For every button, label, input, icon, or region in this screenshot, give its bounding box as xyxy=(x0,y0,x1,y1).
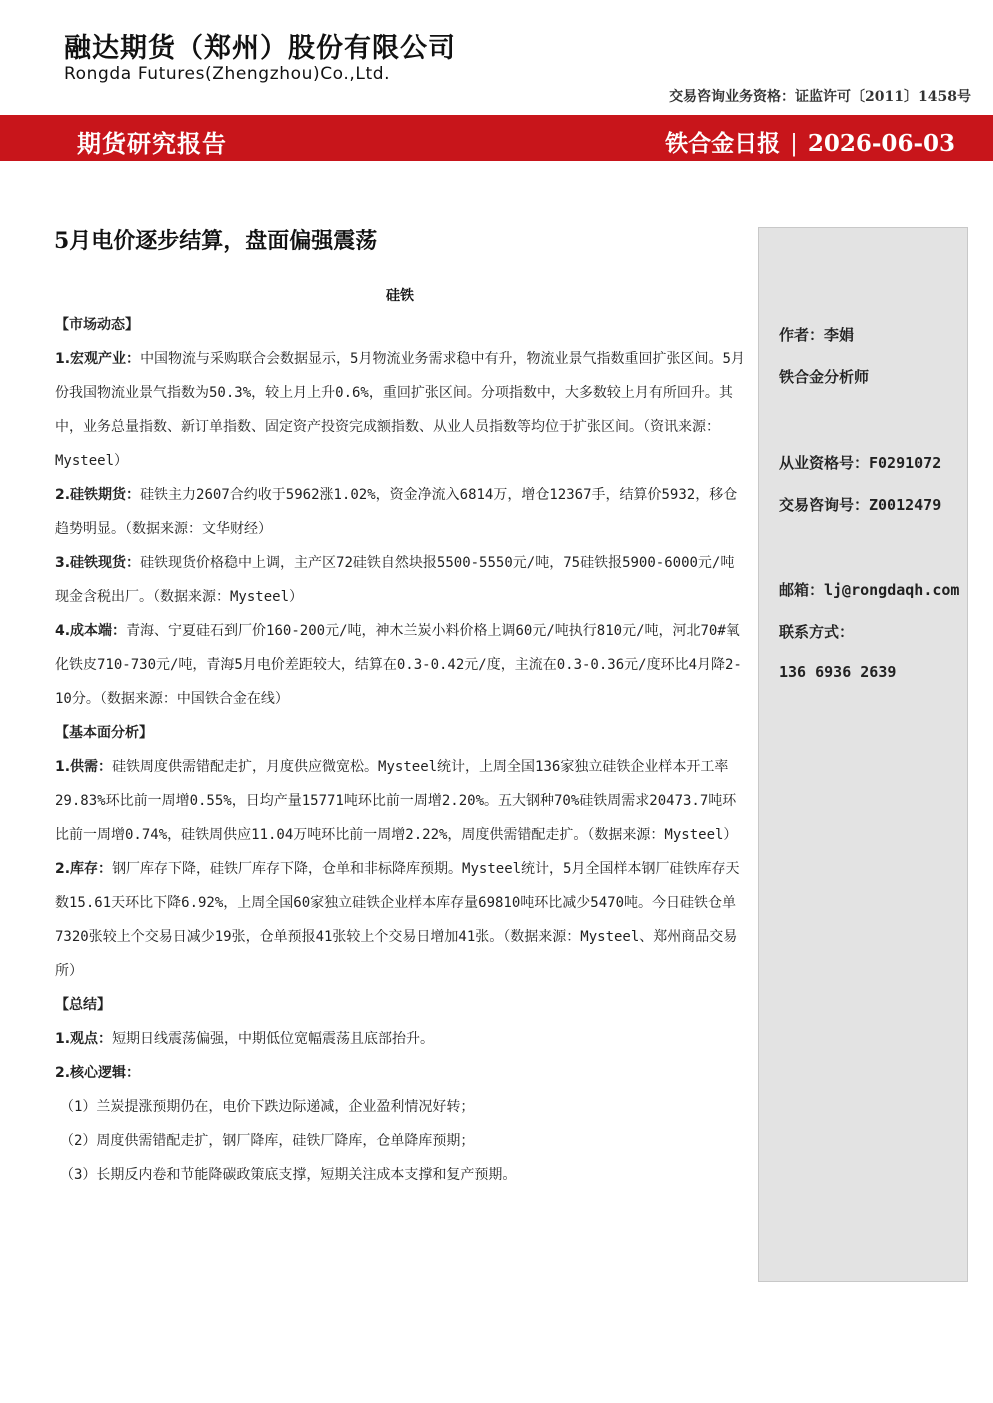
company-name-en: Rongda Futures(Zhengzhou)Co.,Ltd. xyxy=(64,64,391,84)
paragraph xyxy=(55,852,745,988)
item-label: 3.硅铁现货： xyxy=(55,555,141,571)
section-title-summary: 【总结】 xyxy=(55,997,111,1013)
author-title: 铁合金分析师 xyxy=(779,368,870,386)
item-label: 2.核心逻辑： xyxy=(55,1065,141,1081)
report-date: 2026-06-03 xyxy=(807,130,955,157)
item-label: 2.硅铁期货： xyxy=(55,487,141,503)
item-label: 2.库存： xyxy=(55,861,113,877)
paragraph xyxy=(55,750,745,852)
paragraph xyxy=(55,1022,745,1056)
section-title-fundamental: 【基本面分析】 xyxy=(55,725,153,741)
item-label: 4.成本端： xyxy=(55,623,127,639)
subject-title: 硅铁 xyxy=(386,288,414,304)
paragraph xyxy=(55,478,745,546)
headline: 5月电价逐步结算，盘面偏强震荡 xyxy=(54,228,378,254)
license-info: 交易咨询业务资格：证监许可〔2011〕1458号 xyxy=(669,89,971,105)
item-text: 硅铁周度供需错配走扩，月度供应微宽松。Mysteel统计，上周全国136家独立硅铁企业样本开工率29.83%环比前一周增0.55%，日均产量15771吨环比前一周增2.20%。五大钢种70%硅铁周需求20473.7吨环比前一周增0.74%，硅铁周供应11.04万吨环比前一周增2.22%，周度供需错配走扩。（数据来源：Mysteel） xyxy=(55,759,738,843)
qualification-number: 从业资格号：F0291072 xyxy=(779,454,942,472)
paragraph xyxy=(55,614,745,716)
banner-separator: | xyxy=(790,131,798,157)
item-text: 中国物流与采购联合会数据显示，5月物流业务需求稳中有升，物流业景气指数重回扩张区间。5月份我国物流业景气指数为50.3%，较上月上升0.6%，重回扩张区间。分项指数中，大多数较上月有所回升。其中，业务总量指数、新订单指数、固定资产投资完成额指数、从业人员指数等均位于扩张区间。（资讯来源：Mysteel） xyxy=(55,351,745,469)
author-name: 作者：李娟 xyxy=(779,326,855,344)
email: 邮箱：lj@rongdaqh.com xyxy=(779,581,960,599)
list-item: （2）周度供需错配走扩，钢厂降库，硅铁厂降库，仓单降库预期； xyxy=(60,1133,475,1149)
title-banner xyxy=(0,115,993,161)
contact-label: 联系方式： xyxy=(779,623,855,641)
item-text: 硅铁主力2607合约收于5962涨1.02%，资金净流入6814万，增仓12367手，结算价5932，移仓趋势明显。（数据来源：文华财经） xyxy=(55,487,738,537)
list-item: （3）长期反内卷和节能降碳政策底支撑，短期关注成本支撑和复产预期。 xyxy=(60,1167,517,1183)
report-category: 期货研究报告 xyxy=(77,129,227,158)
item-text: 青海、宁夏硅石到厂价160-200元/吨，神木兰炭小料价格上调60元/吨执行810元/吨，河北70#氧化铁皮710-730元/吨，青海5月电价差距较大，结算在0.3-0.42元/度，主流在0.3-0.36元/度环比4月降2-10分。（数据来源：中国铁合金在线） xyxy=(55,623,742,707)
paragraph xyxy=(55,546,745,614)
company-name-cn: 融达期货（郑州）股份有限公司 xyxy=(64,33,456,64)
item-text: 硅铁现货价格稳中上调，主产区72硅铁自然块报5500-5550元/吨，75硅铁报5900-6000元/吨现金含税出厂。（数据来源：Mysteel） xyxy=(55,555,735,605)
list-item: （1）兰炭提涨预期仍在，电价下跌边际递减，企业盈利情况好转； xyxy=(60,1099,475,1115)
paragraph xyxy=(55,342,745,478)
item-label: 1.观点： xyxy=(55,1031,113,1047)
phone-number: 136 6936 2639 xyxy=(779,663,897,681)
consult-number: 交易咨询号：Z0012479 xyxy=(779,496,942,514)
section-title-market: 【市场动态】 xyxy=(55,317,139,333)
item-label: 1.宏观产业： xyxy=(55,351,141,367)
author-sidebar xyxy=(758,227,968,1282)
item-text: 短期日线震荡偏强，中期低位宽幅震荡且底部抬升。 xyxy=(112,1031,435,1047)
paragraph xyxy=(55,1056,745,1090)
item-text: 钢厂库存下降，硅铁厂库存下降，仓单和非标降库预期。Mysteel统计，5月全国样本钢厂硅铁库存天数15.61天环比下降6.92%，上周全国60家独立硅铁企业样本库存量69810吨环比减少5470吨。今日硅铁仓单7320张较上个交易日减少19张，仓单预报41张较上个交易日增加41张。（数据来源：Mysteel、郑州商品交易所） xyxy=(55,861,740,979)
report-body xyxy=(55,308,745,1192)
item-label: 1.供需： xyxy=(55,759,113,775)
report-title-date xyxy=(665,125,955,158)
report-name: 铁合金日报 xyxy=(665,130,781,157)
